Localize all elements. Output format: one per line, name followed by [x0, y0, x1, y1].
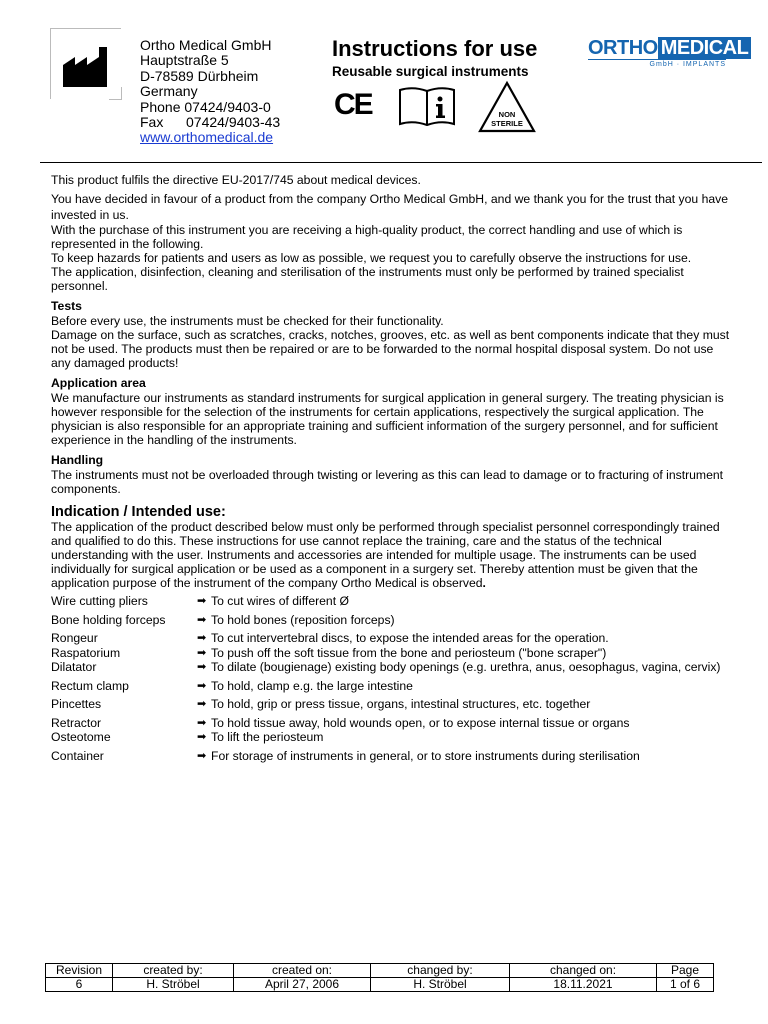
table-header-cell: changed by:: [371, 964, 510, 978]
tests-heading: Tests: [51, 299, 82, 313]
instrument-name: Raspatorium: [51, 645, 121, 660]
arrow-icon: ➡: [197, 632, 207, 644]
table-header-cell: Page: [657, 964, 714, 978]
arrow-icon: ➡: [197, 595, 207, 607]
instrument-name: Rongeur: [51, 631, 98, 645]
list-item: [51, 594, 731, 609]
instrument-desc: To push off the soft tissue from the bone and periosteum ("bone scraper"): [211, 645, 607, 660]
indication-p1: [51, 520, 731, 590]
instrument-list: [51, 594, 731, 763]
instrument-name: Rectum clamp: [51, 678, 129, 693]
instrument-desc: To hold, grip or press tissue, organs, intestinal structures, etc. together: [211, 697, 591, 711]
instrument-name: Bone holding forceps: [51, 612, 166, 627]
instrument-desc: To hold tissue away, hold wounds open, or to expose internal tissue or organs: [211, 715, 630, 730]
consult-instructions-icon: [398, 86, 456, 128]
non-sterile-line1: NON: [498, 110, 516, 119]
list-item: [51, 631, 731, 646]
instrument-name: Dilatator: [51, 660, 97, 674]
company-name: Ortho Medical GmbH: [140, 37, 272, 53]
website-link[interactable]: www.orthomedical.de: [140, 129, 274, 146]
revision-table: [45, 963, 714, 992]
table-cell: H. Ströbel: [371, 978, 510, 992]
indication-end: .: [482, 576, 486, 590]
list-item: [51, 613, 731, 628]
list-item: [51, 646, 731, 661]
arrow-icon: ➡: [197, 716, 207, 729]
intro-directive: This product fulfils the directive EU-2017/745 about medical devices.: [51, 173, 421, 187]
logo-part1: ORTHO: [588, 37, 658, 59]
arrow-icon: ➡: [197, 749, 207, 762]
table-cell: H. Ströbel: [113, 978, 234, 992]
instrument-name: Retractor: [51, 715, 102, 730]
company-fax: [140, 115, 280, 130]
handling-p1: The instruments must not be overloaded through twisting or levering as this can lead to damage or to fracturing of instrument components.: [51, 468, 724, 496]
fax-number: 07424/9403-43: [186, 114, 281, 131]
non-sterile-line2: STERILE: [491, 119, 523, 128]
intro-purchase: With the purchase of this instrument you are receiving a high-quality product, the correct handling and use of which is represented in the following.: [51, 223, 683, 251]
arrow-icon: ➡: [197, 698, 207, 710]
company-phone: Phone 07424/9403-0: [140, 98, 271, 115]
table-row: [46, 978, 714, 992]
table-cell: 1 of 6: [657, 978, 714, 992]
manufacturer-symbol-box: [50, 28, 121, 99]
list-item: [51, 697, 731, 712]
instrument-desc: To dilate (bougienage) existing body openings (e.g. urethra, anus, oesophagus, vagina, cervix): [211, 660, 721, 674]
indication-text: The application of the product described below must only be performed through specialist personnel correspondingly trained and qualified to do this. These instructions for use cannot replace the training, care and the status of the technical understanding with the user. Instruments and accessories are intended for multiple usage. The instruments can be used individually for surgical application or be used as a component in a surgery set. Thereby attention must be given that the application purpose of the instrument of the company Ortho Medical is observed: [51, 520, 720, 590]
company-address: [140, 38, 280, 146]
list-item: [51, 716, 731, 731]
factory-icon: [51, 29, 121, 99]
table-cell: 18.11.2021: [510, 978, 657, 992]
document-subtitle: Reusable surgical instruments: [332, 64, 529, 79]
table-cell: 6: [46, 978, 113, 992]
tests-p1: Before every use, the instruments must be checked for their functionality.: [51, 314, 444, 328]
list-item: [51, 679, 731, 694]
application-p1: We manufacture our instruments as standard instruments for surgical application in general surgery. The treating physician is however responsible for the selection of the instruments for certain applications, respectively the surgical application. The physician is also responsible for an appropriate training and sufficient information of the surgery personnel, and for sufficient experience in the handling of the instruments.: [51, 391, 724, 447]
handling-heading: Handling: [51, 453, 104, 467]
document-body: [51, 173, 731, 763]
instrument-name: Osteotome: [51, 730, 111, 744]
instrument-desc: For storage of instruments in general, or to store instruments during sterilisation: [211, 748, 640, 763]
table-header-cell: created on:: [234, 964, 371, 978]
instrument-desc: To cut intervertebral discs, to expose the intended areas for the operation.: [211, 631, 609, 645]
list-item: [51, 730, 731, 745]
logo-part2: MEDICAL: [658, 37, 752, 59]
header-divider: [40, 162, 762, 163]
application-heading: Application area: [51, 376, 146, 390]
instrument-name: Pincettes: [51, 697, 102, 711]
intro-hazards: To keep hazards for patients and users as low as possible, we request you to carefully observe the instructions for use.: [51, 251, 692, 265]
fax-label: Fax: [140, 114, 164, 131]
tests-p2: Damage on the surface, such as scratches, cracks, notches, grooves, etc. as well as bent components indicate that they must not be used. The products must then be repaired or are to be forwarded to the normal hospital disposal system. Do not use any damaged products!: [51, 328, 730, 370]
company-country: Germany: [140, 83, 198, 100]
arrow-icon: ➡: [197, 679, 207, 692]
indication-heading: Indication / Intended use:: [51, 504, 226, 520]
instrument-desc: To lift the periosteum: [211, 730, 324, 744]
table-cell: April 27, 2006: [234, 978, 371, 992]
company-city: D-78589 Dürbheim: [140, 67, 259, 84]
table-header-cell: created by:: [113, 964, 234, 978]
instrument-desc: To hold bones (reposition forceps): [211, 612, 395, 627]
table-header-cell: changed on:: [510, 964, 657, 978]
intro-thanks: You have decided in favour of a product from the company Ortho Medical GmbH, and we thank you for the trust that you have invested in us.: [51, 192, 729, 222]
ortho-medical-logo: [588, 37, 749, 69]
instrument-name: Container: [51, 748, 104, 763]
ce-mark-icon: CE: [334, 88, 372, 121]
instrument-name: Wire cutting pliers: [51, 594, 148, 608]
instrument-desc: To cut wires of different Ø: [211, 594, 349, 608]
arrow-icon: ➡: [197, 613, 207, 626]
company-street: Hauptstraße 5: [140, 52, 229, 69]
document-title: Instructions for use: [332, 36, 538, 61]
intro-personnel: The application, disinfection, cleaning and sterilisation of the instruments must only be performed by trained specialist personnel.: [51, 265, 684, 293]
logo-tagline: GmbH · IMPLANTS: [649, 61, 726, 68]
table-header-cell: Revision: [46, 964, 113, 978]
arrow-icon: ➡: [197, 646, 207, 659]
list-item: [51, 749, 731, 764]
table-header-row: [46, 964, 714, 978]
arrow-icon: ➡: [197, 661, 207, 673]
instrument-desc: To hold, clamp e.g. the large intestine: [211, 678, 413, 693]
list-item: [51, 660, 731, 675]
arrow-icon: ➡: [197, 731, 207, 743]
non-sterile-icon: [477, 80, 537, 134]
